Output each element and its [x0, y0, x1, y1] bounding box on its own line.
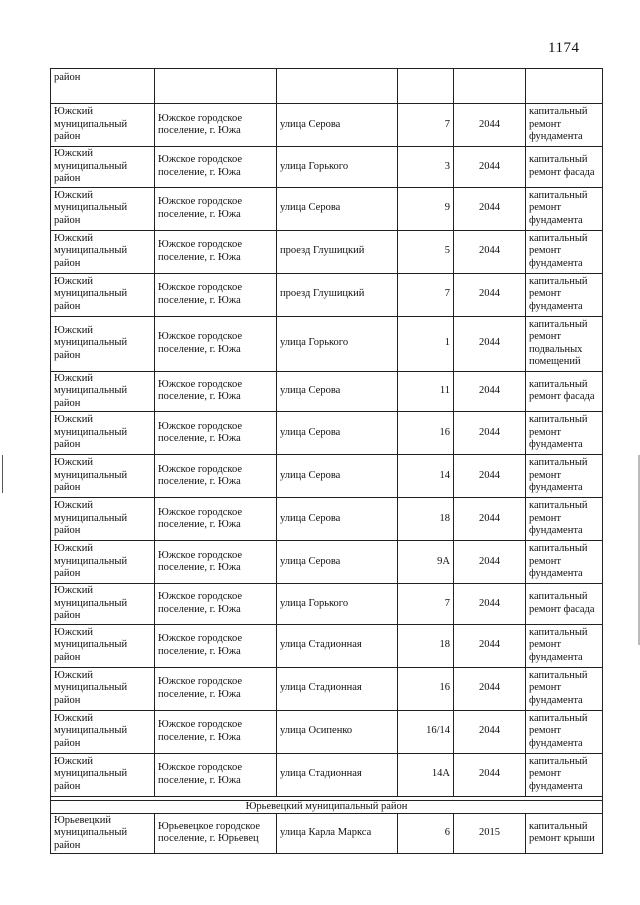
table-row	[51, 813, 603, 854]
cell-street: улица Стадионная	[277, 667, 398, 710]
cell-street: улица Осипенко	[277, 710, 398, 753]
cell-work: капитальный ремонт крыши	[526, 813, 603, 854]
cell-street: улица Серова	[277, 104, 398, 147]
cell-district: Южский муниципальный район	[51, 371, 155, 412]
cell-settlement: Южское городское поселение, г. Южа	[155, 230, 277, 273]
table-row	[51, 541, 603, 584]
table-row	[51, 187, 603, 230]
cell-house	[398, 69, 454, 104]
cell-year: 2044	[454, 273, 526, 316]
cell-settlement: Южское городское поселение, г. Южа	[155, 371, 277, 412]
cell-street: улица Карла Маркса	[277, 813, 398, 854]
cell-district: Южский муниципальный район	[51, 147, 155, 188]
cell-district: Юрьевецкий муниципальный район	[51, 813, 155, 854]
cell-street: улица Серова	[277, 541, 398, 584]
cell-year: 2044	[454, 498, 526, 541]
table-row	[51, 316, 603, 371]
cell-work: капитальный ремонт подвальных помещений	[526, 316, 603, 371]
table-row	[51, 412, 603, 455]
cell-district: Южский муниципальный район	[51, 710, 155, 753]
cell-settlement: Южское городское поселение, г. Южа	[155, 667, 277, 710]
cell-work: капитальный ремонт фундамента	[526, 273, 603, 316]
cell-settlement: Южское городское поселение, г. Южа	[155, 753, 277, 796]
table-row	[51, 753, 603, 796]
cell-settlement: Южское городское поселение, г. Южа	[155, 455, 277, 498]
table-row	[51, 584, 603, 625]
cell-settlement: Южское городское поселение, г. Южа	[155, 316, 277, 371]
cell-district: Южский муниципальный район	[51, 412, 155, 455]
cell-work: капитальный ремонт фундамента	[526, 541, 603, 584]
cell-year: 2015	[454, 813, 526, 854]
cell-settlement: Южское городское поселение, г. Южа	[155, 273, 277, 316]
cell-year	[454, 69, 526, 104]
cell-district: Южский муниципальный район	[51, 498, 155, 541]
cell-house: 1	[398, 316, 454, 371]
cell-house: 16	[398, 667, 454, 710]
cell-work: капитальный ремонт фундамента	[526, 753, 603, 796]
cell-district: Южский муниципальный район	[51, 230, 155, 273]
cell-year: 2044	[454, 187, 526, 230]
cell-year: 2044	[454, 230, 526, 273]
cell-work: капитальный ремонт фундамента	[526, 624, 603, 667]
table-row-continued	[51, 69, 603, 104]
cell-work	[526, 69, 603, 104]
cell-house: 7	[398, 584, 454, 625]
cell-settlement: Южское городское поселение, г. Южа	[155, 541, 277, 584]
cell-street: улица Горького	[277, 147, 398, 188]
cell-house: 3	[398, 147, 454, 188]
cell-street: улица Серова	[277, 187, 398, 230]
cell-street: улица Стадионная	[277, 753, 398, 796]
table-row	[51, 455, 603, 498]
cell-house: 18	[398, 498, 454, 541]
cell-year: 2044	[454, 455, 526, 498]
cell-settlement	[155, 69, 277, 104]
cell-house: 14А	[398, 753, 454, 796]
cell-year: 2044	[454, 584, 526, 625]
cell-settlement: Юрьевецкое городское поселение, г. Юрьевец	[155, 813, 277, 854]
table-row	[51, 104, 603, 147]
cell-work: капитальный ремонт фундамента	[526, 498, 603, 541]
cell-district: Южский муниципальный район	[51, 667, 155, 710]
cell-district: Южский муниципальный район	[51, 753, 155, 796]
cell-settlement: Южское городское поселение, г. Южа	[155, 412, 277, 455]
table-body	[51, 69, 603, 854]
cell-house: 9	[398, 187, 454, 230]
cell-house: 16/14	[398, 710, 454, 753]
cell-district: Южский муниципальный район	[51, 104, 155, 147]
cell-year: 2044	[454, 541, 526, 584]
table-row	[51, 371, 603, 412]
cell-year: 2044	[454, 104, 526, 147]
cell-work: капитальный ремонт фундамента	[526, 667, 603, 710]
cell-work: капитальный ремонт фасада	[526, 147, 603, 188]
cell-district: Южский муниципальный район	[51, 455, 155, 498]
cell-street: улица Серова	[277, 371, 398, 412]
cell-settlement: Южское городское поселение, г. Южа	[155, 187, 277, 230]
cell-district: Южский муниципальный район	[51, 187, 155, 230]
table-row	[51, 710, 603, 753]
cell-street: улица Стадионная	[277, 624, 398, 667]
cell-settlement: Южское городское поселение, г. Южа	[155, 104, 277, 147]
cell-year: 2044	[454, 371, 526, 412]
page-number: 1174	[548, 40, 580, 56]
table-row	[51, 230, 603, 273]
cell-settlement: Южское городское поселение, г. Южа	[155, 624, 277, 667]
cell-year: 2044	[454, 710, 526, 753]
cell-house: 11	[398, 371, 454, 412]
cell-year: 2044	[454, 624, 526, 667]
section-title: Юрьевецкий муниципальный район	[51, 800, 603, 813]
cell-year: 2044	[454, 412, 526, 455]
cell-settlement: Южское городское поселение, г. Южа	[155, 584, 277, 625]
cell-house: 7	[398, 104, 454, 147]
cell-settlement: Южское городское поселение, г. Южа	[155, 498, 277, 541]
cell-district: Южский муниципальный район	[51, 584, 155, 625]
table-row	[51, 498, 603, 541]
table-row	[51, 667, 603, 710]
cell-house: 14	[398, 455, 454, 498]
cell-house: 5	[398, 230, 454, 273]
cell-street: проезд Глушицкий	[277, 230, 398, 273]
cell-street: улица Горького	[277, 316, 398, 371]
cell-district: Южский муниципальный район	[51, 624, 155, 667]
cell-street: улица Горького	[277, 584, 398, 625]
section-header-row	[51, 800, 603, 813]
cell-work: капитальный ремонт фасада	[526, 371, 603, 412]
cell-year: 2044	[454, 667, 526, 710]
cell-year: 2044	[454, 753, 526, 796]
table-row	[51, 147, 603, 188]
cell-work: капитальный ремонт фундамента	[526, 710, 603, 753]
scan-edge-mark	[2, 455, 3, 493]
cell-district: Южский муниципальный район	[51, 273, 155, 316]
cell-settlement: Южское городское поселение, г. Южа	[155, 147, 277, 188]
cell-work: капитальный ремонт фундамента	[526, 412, 603, 455]
cell-house: 9А	[398, 541, 454, 584]
cell-house: 16	[398, 412, 454, 455]
cell-house: 18	[398, 624, 454, 667]
cell-house: 7	[398, 273, 454, 316]
cell-district: район	[51, 69, 155, 104]
cell-work: капитальный ремонт фундамента	[526, 187, 603, 230]
table-row	[51, 624, 603, 667]
cell-work: капитальный ремонт фундамента	[526, 230, 603, 273]
cell-settlement: Южское городское поселение, г. Южа	[155, 710, 277, 753]
cell-work: капитальный ремонт фасада	[526, 584, 603, 625]
cell-house: 6	[398, 813, 454, 854]
repair-schedule-table	[50, 68, 603, 854]
cell-year: 2044	[454, 147, 526, 188]
cell-district: Южский муниципальный район	[51, 316, 155, 371]
cell-street: улица Серова	[277, 412, 398, 455]
cell-street: улица Серова	[277, 498, 398, 541]
cell-work: капитальный ремонт фундамента	[526, 104, 603, 147]
cell-district: Южский муниципальный район	[51, 541, 155, 584]
cell-year: 2044	[454, 316, 526, 371]
cell-street: проезд Глушицкий	[277, 273, 398, 316]
cell-street: улица Серова	[277, 455, 398, 498]
table-row	[51, 273, 603, 316]
cell-work: капитальный ремонт фундамента	[526, 455, 603, 498]
cell-street	[277, 69, 398, 104]
